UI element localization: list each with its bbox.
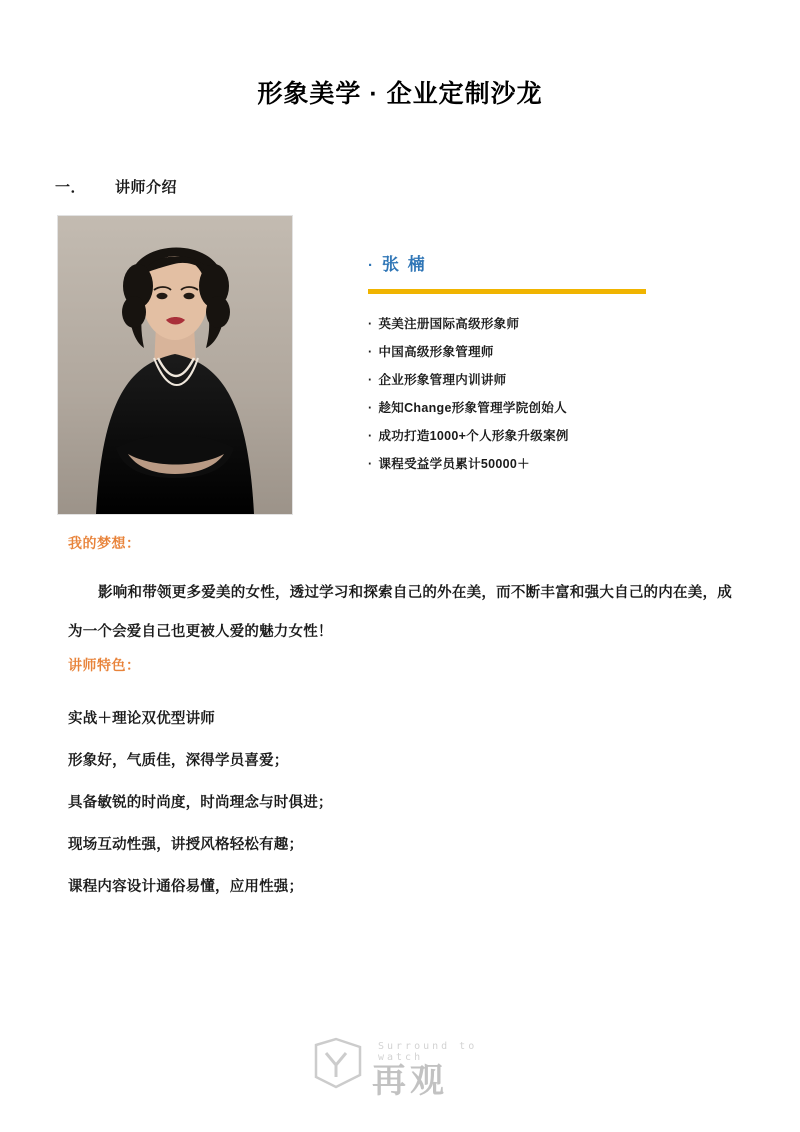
watermark-brand: 再观 bbox=[372, 1062, 448, 1100]
dream-body: 影响和带领更多爱美的女性，透过学习和探索自己的外在美，而不断丰富和强大自己的内在美，成为一个会爱自己也更被人爱的魅力女性！ bbox=[68, 585, 732, 640]
credential-text: 课程受益学员累计50000＋ bbox=[378, 457, 530, 471]
credential-text: 趁知Change形象管理学院创始人 bbox=[378, 401, 567, 415]
list-item bbox=[368, 310, 658, 338]
section-number: 一． bbox=[55, 179, 87, 196]
bullet-icon: · bbox=[368, 317, 373, 331]
list-item: 形象好，气质佳，深得学员喜爱； bbox=[68, 753, 289, 769]
name-bullet-icon: · bbox=[368, 257, 375, 274]
instructor-profile bbox=[368, 250, 658, 478]
credential-text: 企业形象管理内训讲师 bbox=[378, 373, 507, 387]
list-item bbox=[368, 450, 658, 478]
bullet-icon: · bbox=[368, 345, 373, 359]
list-item: 具备敏锐的时尚度，时尚理念与时俱进； bbox=[68, 795, 333, 811]
list-item: 现场互动性强，讲授风格轻松有趣； bbox=[68, 837, 304, 853]
credential-text: 中国高级形象管理师 bbox=[378, 345, 494, 359]
feature-list bbox=[68, 698, 732, 908]
watermark-logo-icon bbox=[310, 1035, 366, 1091]
list-item bbox=[368, 366, 658, 394]
list-item bbox=[368, 338, 658, 366]
bullet-icon: · bbox=[368, 373, 373, 387]
page-title: 形象美学 · 企业定制沙龙 bbox=[257, 80, 543, 108]
watermark bbox=[310, 1035, 500, 1105]
portrait-illustration bbox=[58, 216, 292, 514]
instructor-photo bbox=[57, 215, 293, 515]
credential-list bbox=[368, 310, 658, 478]
section-label: 讲师介绍 bbox=[115, 179, 178, 196]
instructor-name-text: 张 楠 bbox=[382, 255, 427, 274]
gold-divider bbox=[368, 289, 646, 294]
credential-text: 英美注册国际高级形象师 bbox=[378, 317, 520, 331]
bullet-icon: · bbox=[368, 429, 373, 443]
list-item bbox=[368, 422, 658, 450]
list-item: 课程内容设计通俗易懂，应用性强； bbox=[68, 879, 304, 895]
credential-text: 成功打造1000+个人形象升级案例 bbox=[378, 429, 569, 443]
watermark-tagline: Surround to watch bbox=[378, 1041, 478, 1063]
bullet-icon: · bbox=[368, 401, 373, 415]
list-item: 实战＋理论双优型讲师 bbox=[68, 711, 215, 727]
section-heading bbox=[55, 176, 177, 197]
dream-heading: 我的梦想： bbox=[68, 535, 141, 551]
instructor-name bbox=[368, 250, 658, 275]
feature-heading: 讲师特色： bbox=[68, 657, 141, 673]
list-item bbox=[368, 394, 658, 422]
bullet-icon: · bbox=[368, 457, 373, 471]
